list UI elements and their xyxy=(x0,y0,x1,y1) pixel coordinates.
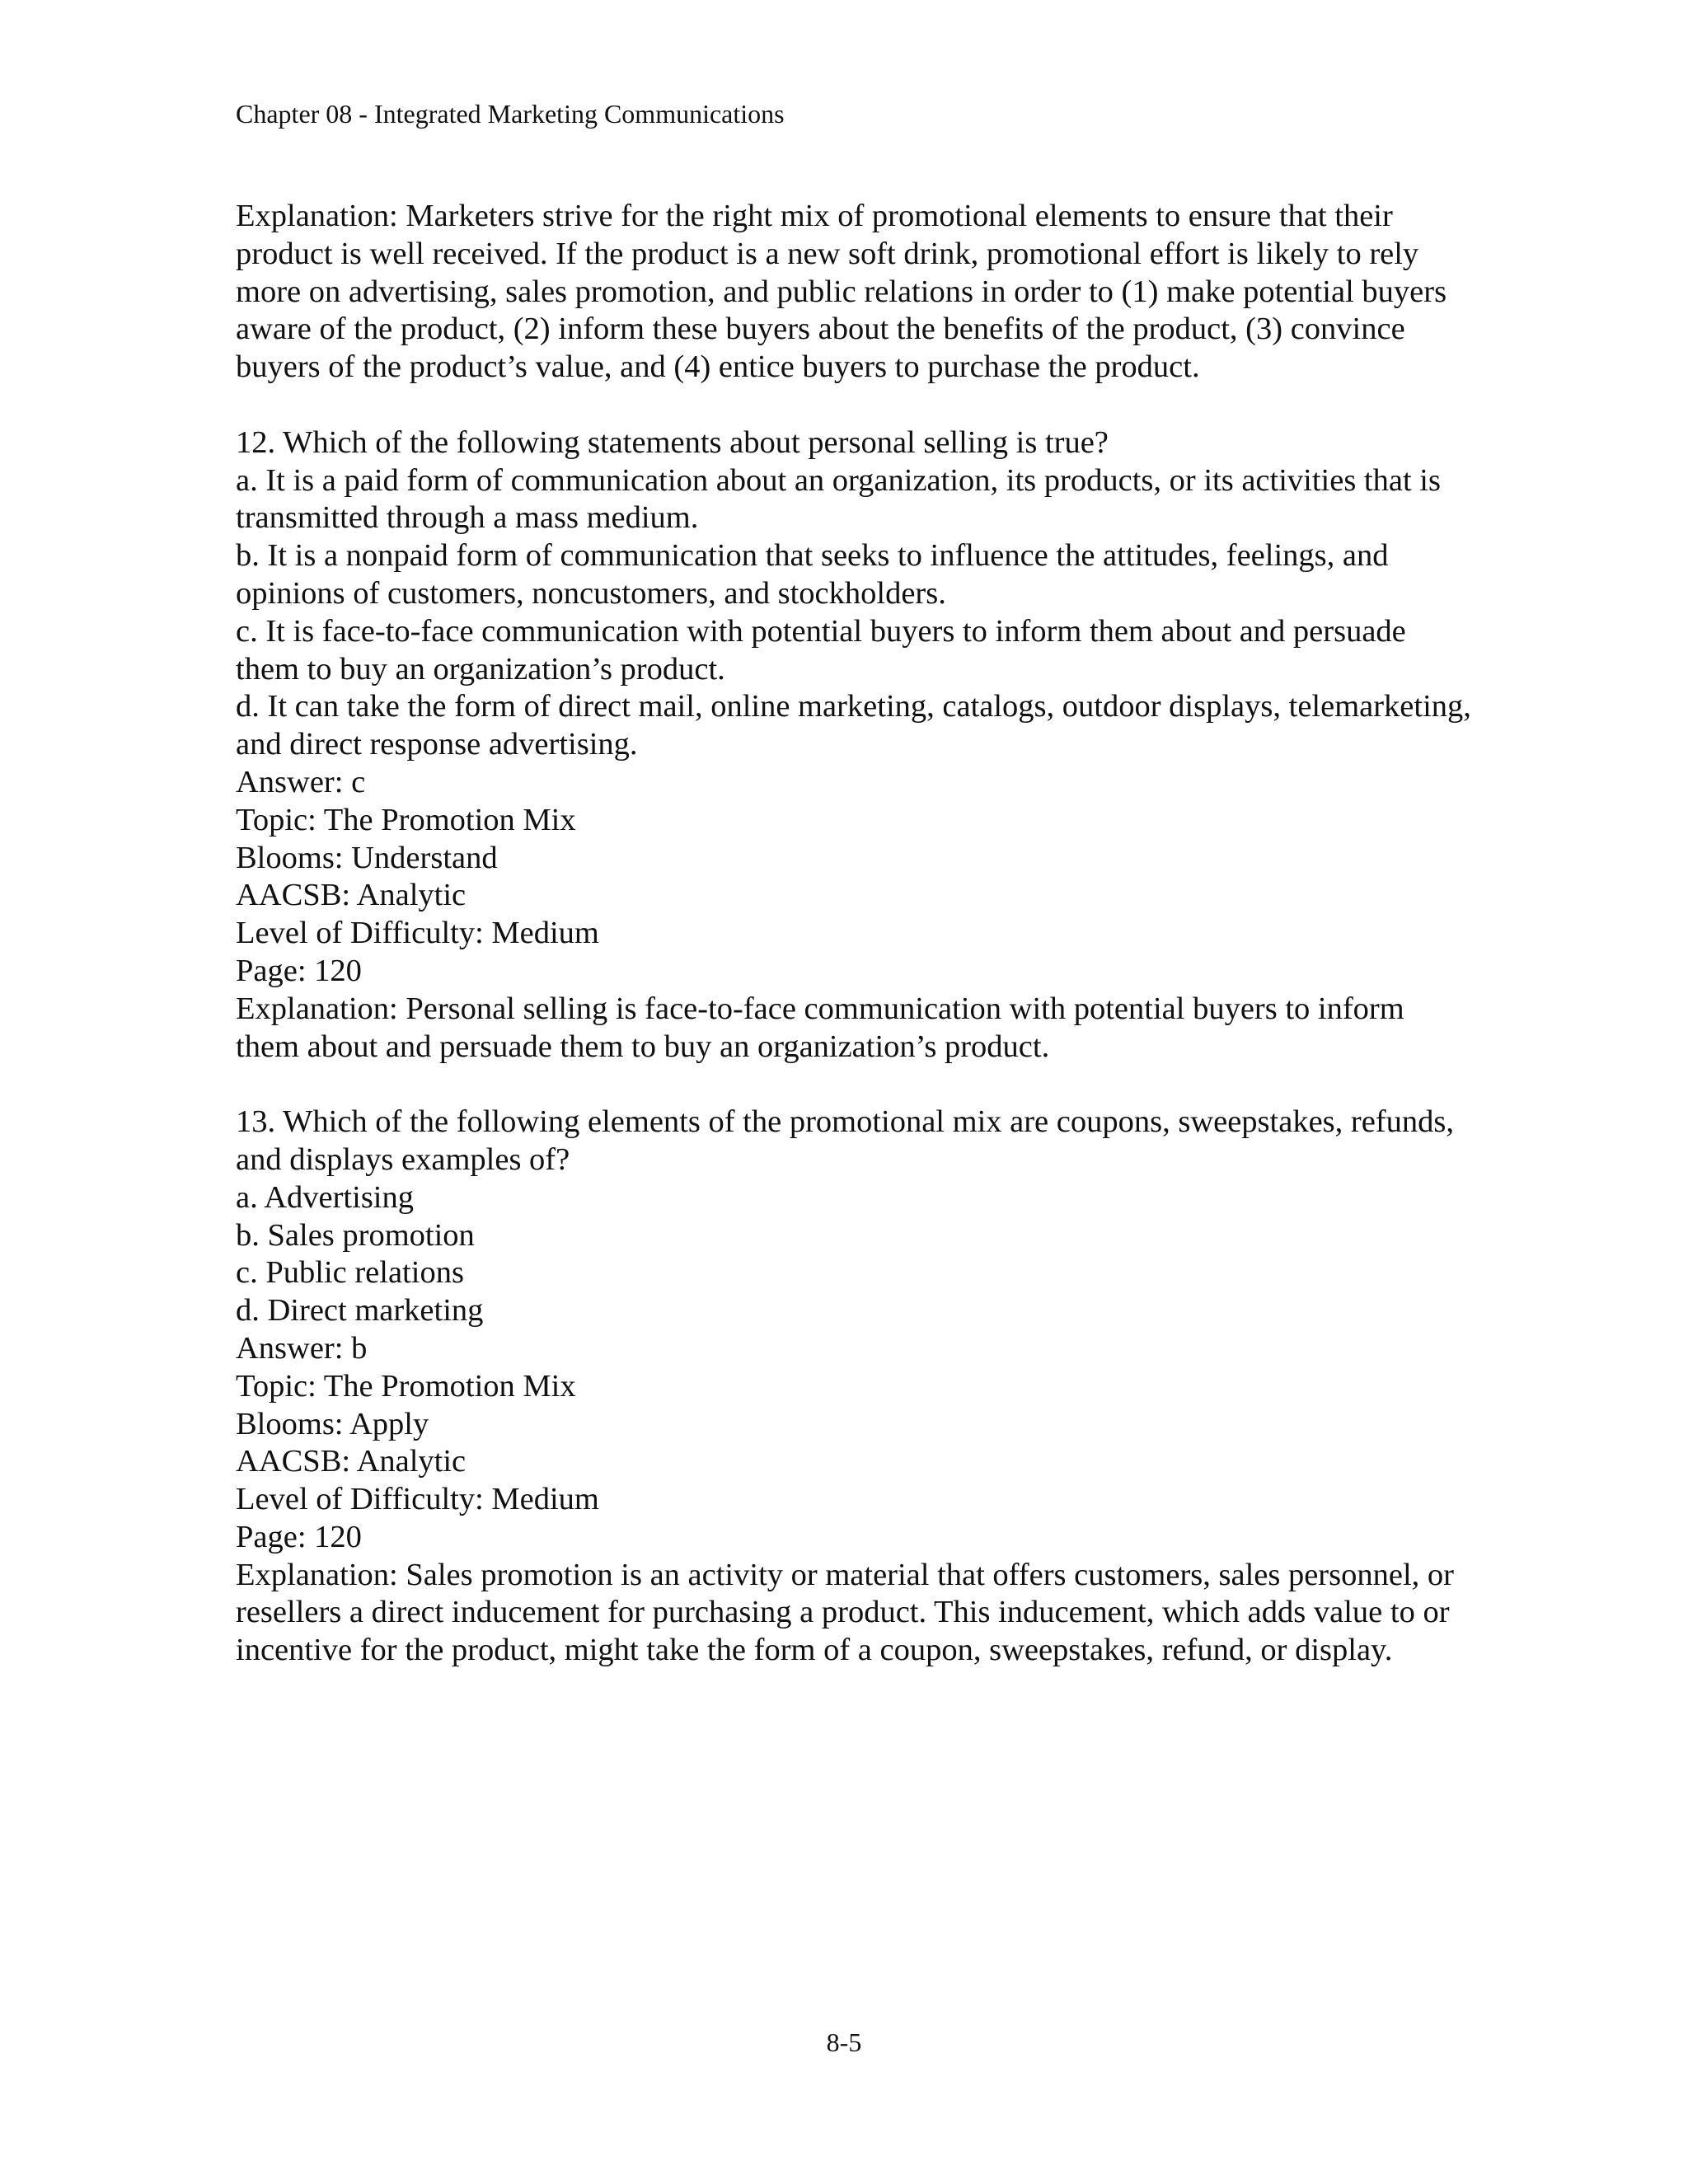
page-reference: Page: 120 xyxy=(236,1519,362,1554)
page-reference: Page: 120 xyxy=(236,953,362,988)
answer-key: Answer: b xyxy=(236,1330,368,1366)
answer-key: Answer: c xyxy=(236,764,366,799)
answer-option-a: a. It is a paid form of communication about an organization, its products, or its activities that is transmitted through a mass medium. xyxy=(236,462,1441,536)
question-block-12 xyxy=(236,424,1472,1066)
question-block-13 xyxy=(236,1104,1472,1670)
aacsb-line: AACSB: Analytic xyxy=(236,878,467,913)
answer-option-b: b. It is a nonpaid form of communication that seeks to influence the attitudes, feelings, and opinions of customers, noncustomers, and stockholders. xyxy=(236,538,1389,611)
block-gap xyxy=(236,387,1472,424)
question-explanation: Explanation: Personal selling is face-to-face communication with potential buyers to inform them about and persuade them to buy an organization’s product. xyxy=(236,991,1404,1064)
answer-option-d: d. It can take the form of direct mail, online marketing, catalogs, outdoor displays, telemarketing, and direct response advertising. xyxy=(236,689,1471,762)
body-text xyxy=(236,198,1472,1670)
topic-line: Topic: The Promotion Mix xyxy=(236,1368,576,1404)
question-stem: 12. Which of the following statements about personal selling is true? xyxy=(236,424,1109,460)
topic-line: Topic: The Promotion Mix xyxy=(236,802,576,837)
answer-option-c: c. It is face-to-face communication with potential buyers to inform them about and persuade them to buy an organization’s product. xyxy=(236,613,1406,687)
blooms-line: Blooms: Apply xyxy=(236,1406,429,1441)
intro-explanation: Explanation: Marketers strive for the right mix of promotional elements to ensure that their product is well received. If the product is a new soft drink, promotional effort is likely to rely more on advertising, sales promotion, and public relations in order to (1) make potential buyers aware of the product, (2) inform these buyers about the benefits of the product, (3) convince buyers of the product’s value, and (4) entice buyers to purchase the product. xyxy=(236,199,1447,385)
difficulty-line: Level of Difficulty: Medium xyxy=(236,1482,599,1517)
question-explanation: Explanation: Sales promotion is an activity or material that offers customers, sales personnel, or resellers a direct inducement for purchasing a product. This inducement, which adds value to or incentive for the product, might take the form of a coupon, sweepstakes, refund, or display. xyxy=(236,1557,1454,1668)
aacsb-line: AACSB: Analytic xyxy=(236,1444,467,1479)
question-stem: 13. Which of the following elements of the promotional mix are coupons, sweepstakes, refunds, and displays examples of? xyxy=(236,1104,1454,1177)
answer-option-a: a. Advertising xyxy=(236,1179,414,1215)
answer-option-c: c. Public relations xyxy=(236,1255,464,1291)
running-header: Chapter 08 - Integrated Marketing Communications xyxy=(236,99,785,129)
answer-option-b: b. Sales promotion xyxy=(236,1217,475,1253)
blooms-line: Blooms: Understand xyxy=(236,840,498,875)
block-gap xyxy=(236,1066,1472,1104)
answer-option-d: d. Direct marketing xyxy=(236,1293,484,1329)
difficulty-line: Level of Difficulty: Medium xyxy=(236,916,599,951)
page-number: 8-5 xyxy=(826,2027,862,2057)
